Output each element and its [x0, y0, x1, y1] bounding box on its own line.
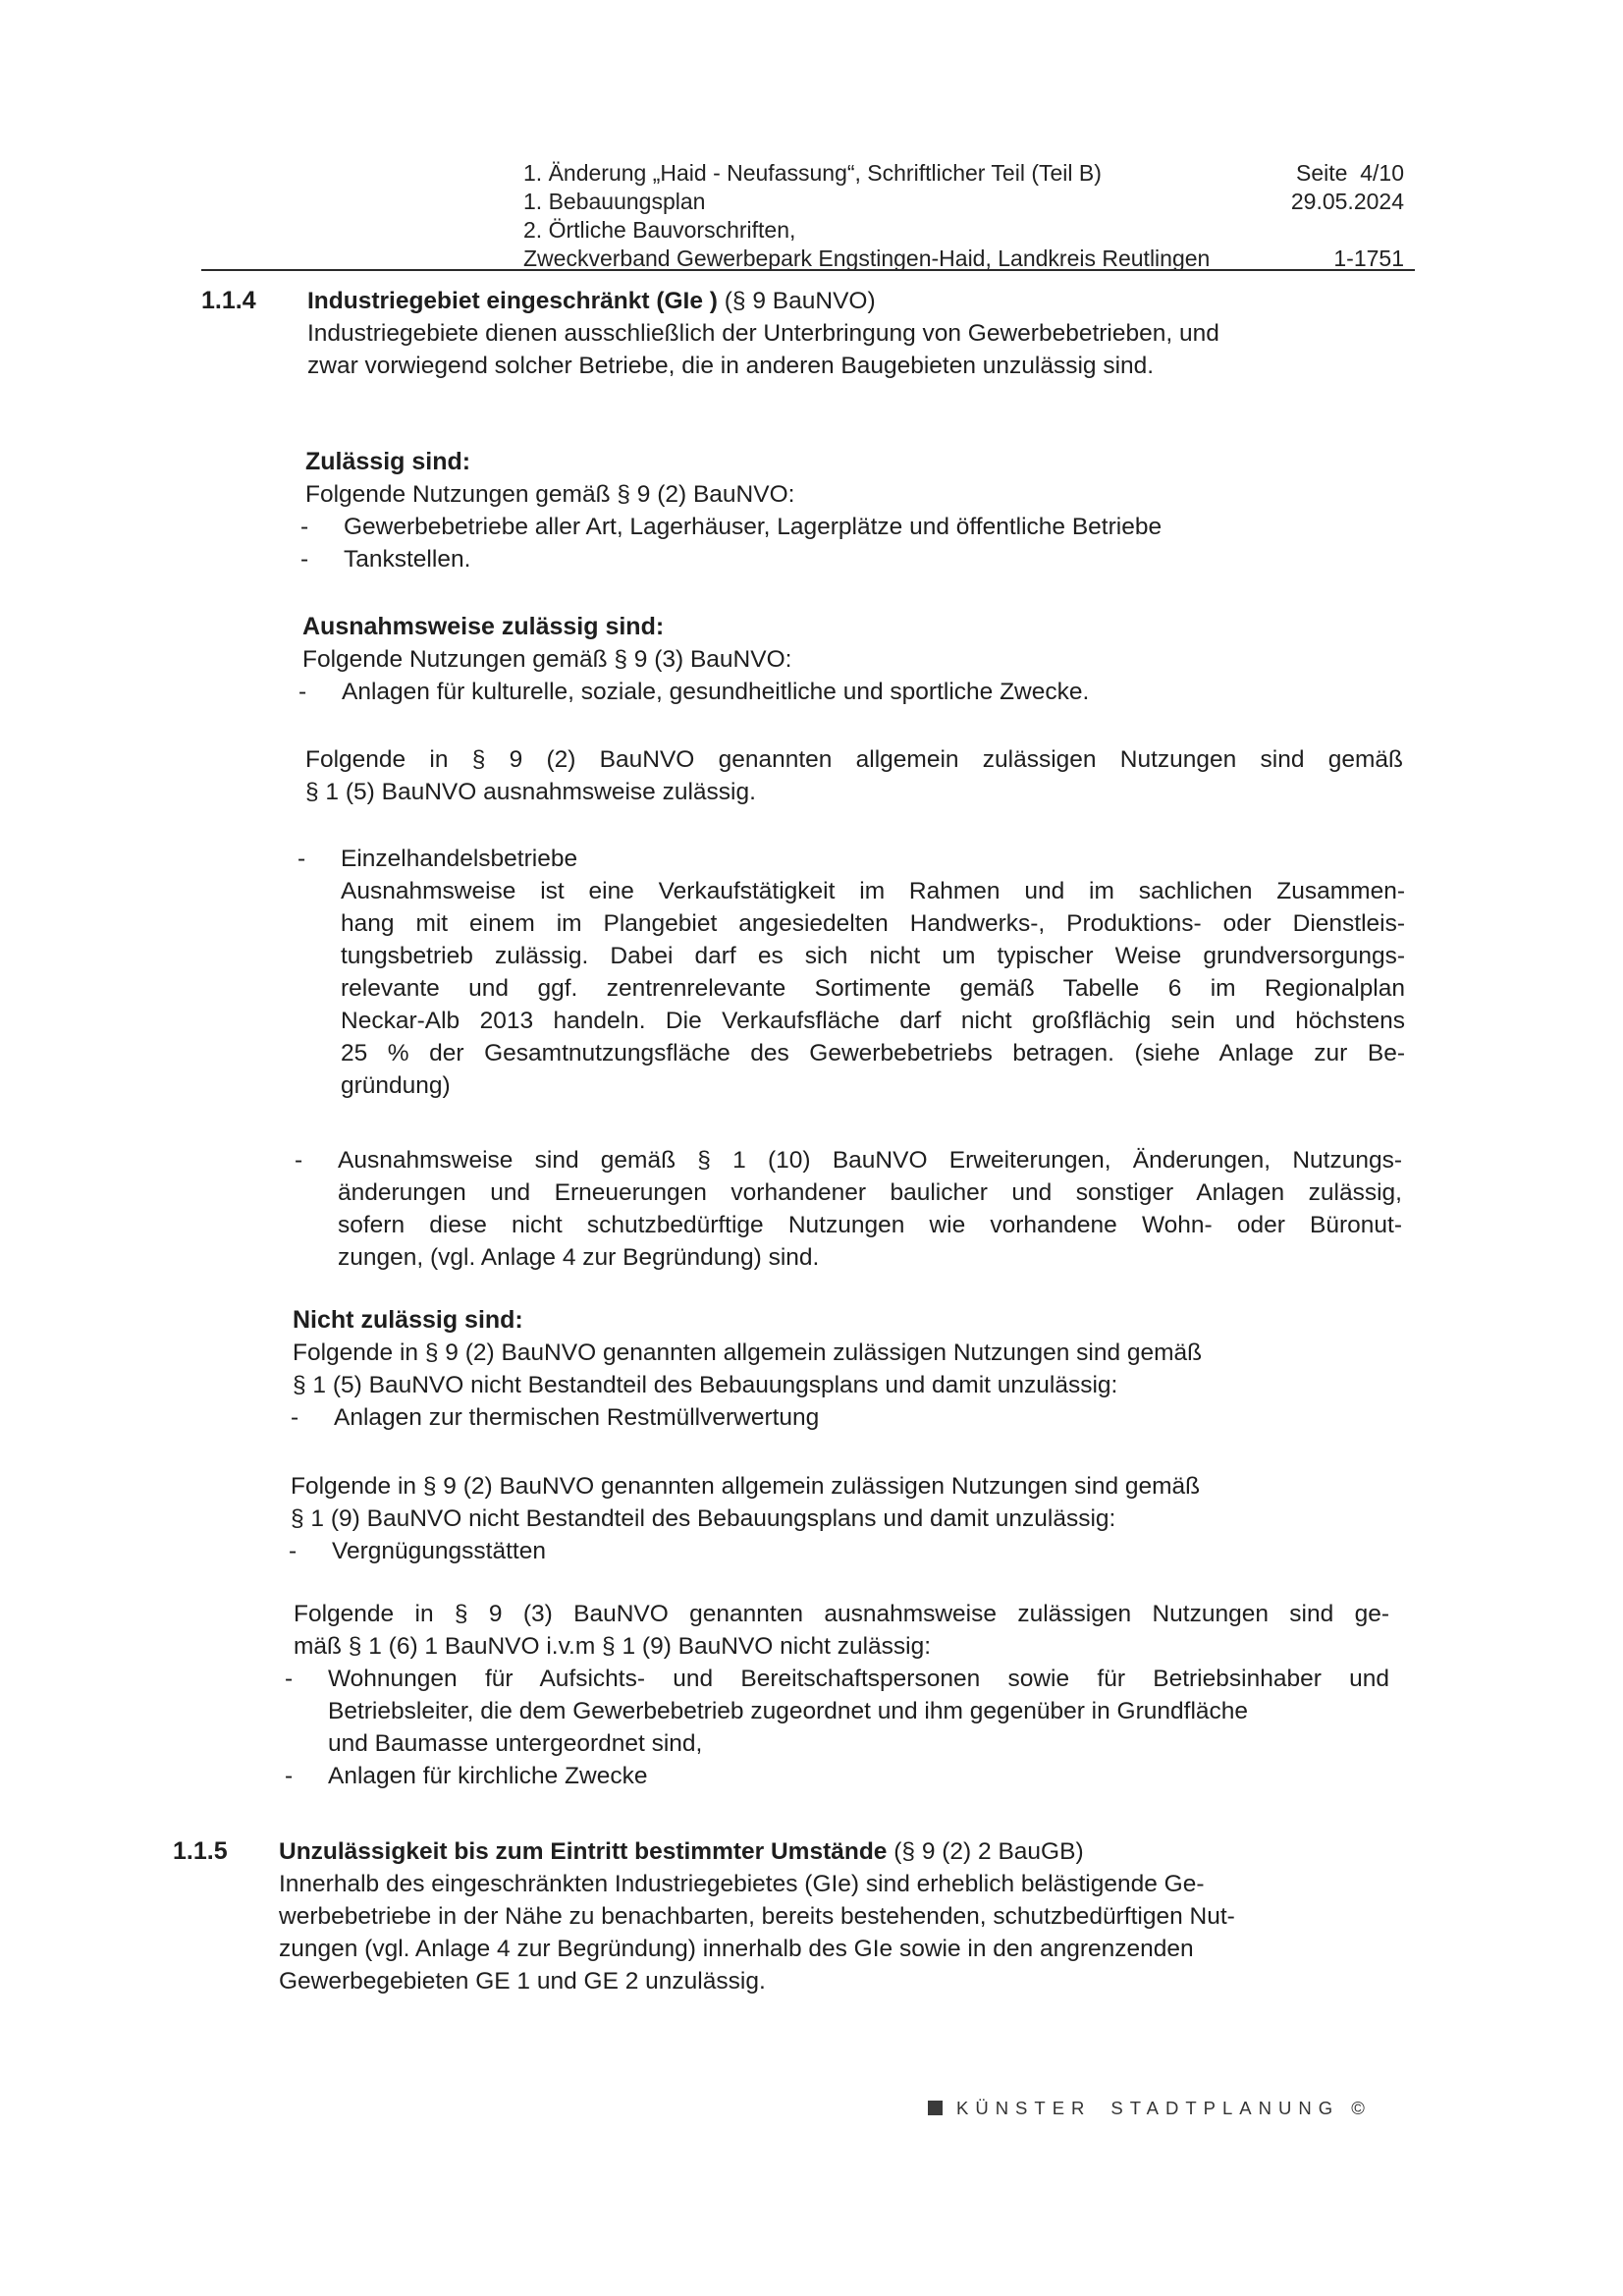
paragraph-line: gründung)	[341, 1072, 451, 1099]
section-legal-ref: (§ 9 BauNVO)	[717, 288, 876, 314]
paragraph-line: Ausnahmsweise sind gemäß § 1 (10) BauNVO Erweiterungen, Änderungen, Nutzungs-	[338, 1147, 1402, 1174]
list-item-text: Anlagen für kulturelle, soziale, gesundheitliche und sportliche Zwecke.	[342, 679, 1090, 705]
paragraph-line: Folgende in § 9 (2) BauNVO genannten allgemein zulässigen Nutzungen sind gemäß	[291, 1473, 1201, 1500]
bullet-dash: -	[295, 1147, 303, 1174]
list-item	[285, 1760, 1389, 1792]
bullet-dash: -	[300, 514, 309, 540]
bullet-dash: -	[298, 846, 306, 872]
paragraph-line: Industriegebiete dienen ausschließlich der Unterbringung von Gewerbebetrieben, und	[307, 320, 1219, 347]
paragraph-line: Innerhalb des eingeschränkten Industriegebietes (GIe) sind erheblich belästigende Ge-	[279, 1871, 1205, 1897]
section-title: Industriegebiet eingeschränkt (GIe )	[307, 288, 718, 314]
section-heading	[279, 1835, 1388, 1868]
header-divider	[201, 269, 1415, 271]
subheading-prohibited: Nicht zulässig sind:	[293, 1306, 523, 1334]
list-item	[289, 1535, 1400, 1567]
bullet-dash: -	[289, 1538, 298, 1564]
list-item-retail	[298, 843, 1405, 1102]
paragraph-line: 25 % der Gesamtnutzungsfläche des Gewerbebetriebs betragen. (siehe Anlage zur Be-	[341, 1040, 1405, 1066]
paragraph-line: Folgende in § 9 (3) BauNVO genannten ausnahmsweise zulässigen Nutzungen sind ge-	[294, 1601, 1389, 1627]
paragraph-line: Wohnungen für Aufsichts- und Bereitschaftspersonen sowie für Betriebsinhaber und	[328, 1666, 1389, 1692]
list-item	[298, 843, 1405, 1102]
section-title: Unzulässigkeit bis zum Eintritt bestimmter Umstände	[279, 1838, 888, 1865]
list-item-extensions	[295, 1144, 1402, 1274]
header-subtitle-line: 1. Bebauungsplan	[523, 189, 706, 214]
bullet-dash: -	[285, 1666, 294, 1692]
paragraph-line: Folgende in § 9 (2) BauNVO genannten allgemein zulässigen Nutzungen sind gemäß	[305, 746, 1403, 773]
list-item-text: Tankstellen.	[344, 546, 471, 573]
bullet-dash: -	[291, 1404, 299, 1431]
list-item-text: Vergnügungsstätten	[332, 1538, 546, 1564]
paragraph-line: zwar vorwiegend solcher Betriebe, die in anderen Baugebieten unzulässig sind.	[307, 353, 1155, 379]
paragraph-line: werbebetriebe in der Nähe zu benachbarten, bereits bestehenden, schutzbedürftigen Nut-	[279, 1903, 1235, 1930]
paragraph-line: zungen, (vgl. Anlage 4 zur Begründung) sind.	[338, 1244, 820, 1271]
section-legal-ref: (§ 9 (2) 2 BauGB)	[887, 1838, 1084, 1865]
exceptional-paragraph	[305, 743, 1403, 808]
list-item-text: Gewerbebetriebe aller Art, Lagerhäuser, Lagerplätze und öffentliche Betriebe	[344, 514, 1163, 540]
bullet-dash: -	[300, 546, 309, 573]
list-item	[300, 511, 1415, 543]
subheading-exceptional: Ausnahmsweise zulässig sind:	[302, 613, 665, 640]
paragraph-line: zungen (vgl. Anlage 4 zur Begründung) innerhalb des GIe sowie in den angrenzenden	[279, 1936, 1194, 1962]
list-item-text: Anlagen für kirchliche Zwecke	[328, 1763, 648, 1789]
paragraph-line: Betriebsleiter, die dem Gewerbebetrieb zugeordnet und ihm gegenüber in Grundfläche	[328, 1698, 1249, 1724]
brand-name-part1: KÜNSTER	[956, 2098, 1092, 2118]
list-item	[300, 543, 1415, 575]
paragraph-line: § 1 (5) BauNVO nicht Bestandteil des Bebauungsplans und damit unzulässig:	[293, 1372, 1118, 1398]
paragraph-line: und Baumasse untergeordnet sind,	[328, 1730, 703, 1757]
paragraph-line: Folgende in § 9 (2) BauNVO genannten allgemein zulässigen Nutzungen sind gemäß	[293, 1339, 1203, 1366]
footer-brand	[928, 2098, 1372, 2119]
section-114	[307, 285, 1417, 382]
bullet-dash: -	[298, 679, 307, 705]
paragraph-line: sofern diese nicht schutzbedürftige Nutzungen wie vorhandene Wohn- oder Büronut-	[338, 1212, 1402, 1238]
list-item	[285, 1663, 1389, 1760]
paragraph-line: § 1 (5) BauNVO ausnahmsweise zulässig.	[305, 779, 756, 805]
paragraph-line: § 1 (9) BauNVO nicht Bestandteil des Bebauungsplans und damit unzulässig:	[291, 1505, 1116, 1532]
prohibited-block-3	[285, 1598, 1389, 1792]
header-subtitle-line: 2. Örtliche Bauvorschriften,	[523, 217, 796, 243]
paragraph-line: änderungen und Erneuerungen vorhandener baulicher und sonstiger Anlagen zulässig,	[338, 1179, 1402, 1206]
document-header	[523, 159, 1289, 273]
list-item	[298, 676, 1412, 708]
header-title-line: 1. Änderung „Haid - Neufassung“, Schriftlicher Teil (Teil B)	[523, 160, 1102, 186]
section-number: 1.1.5	[173, 1837, 228, 1865]
paragraph-line: Neckar-Alb 2013 handeln. Die Verkaufsfläche darf nicht großflächig sein und höchstens	[341, 1008, 1405, 1034]
section-number: 1.1.4	[201, 287, 256, 314]
paragraph-line: Folgende Nutzungen gemäß § 9 (3) BauNVO:	[302, 646, 792, 673]
list-item	[295, 1144, 1402, 1274]
document-date: 29.05.2024	[1290, 189, 1404, 214]
list-item-title: Einzelhandelsbetriebe	[341, 846, 578, 872]
permitted-uses	[300, 446, 1415, 575]
page-number: Seite 4/10	[1296, 160, 1404, 186]
paragraph-line: Gewerbegebieten GE 1 und GE 2 unzulässig.	[279, 1968, 766, 1995]
paragraph-line: Folgende Nutzungen gemäß § 9 (2) BauNVO:	[305, 481, 795, 508]
project-number: 1-1751	[1333, 246, 1404, 271]
paragraph-line: tungsbetrieb zulässig. Dabei darf es sich nicht um typischer Weise grundversorgungs-	[341, 943, 1405, 969]
header-client-line: Zweckverband Gewerbepark Engstingen-Haid, Landkreis Reutlingen	[523, 246, 1211, 271]
square-icon	[928, 2101, 943, 2115]
list-item	[291, 1401, 1402, 1434]
header-meta	[1257, 159, 1404, 216]
bullet-dash: -	[285, 1763, 294, 1789]
subheading-permitted: Zulässig sind:	[305, 448, 471, 475]
prohibited-uses	[293, 1304, 1402, 1434]
section-115	[279, 1835, 1388, 1997]
brand-name-part2: STADTPLANUNG ©	[1110, 2098, 1372, 2118]
paragraph-line: relevante und ggf. zentrenrelevante Sortimente gemäß Tabelle 6 im Regionalplan	[341, 975, 1405, 1002]
paragraph-line: mäß § 1 (6) 1 BauNVO i.v.m § 1 (9) BauNVO nicht zulässig:	[294, 1633, 932, 1660]
paragraph-line: Ausnahmsweise ist eine Verkaufstätigkeit im Rahmen und im sachlichen Zusammen-	[341, 878, 1405, 904]
paragraph-line: hang mit einem im Plangebiet angesiedelten Handwerks-, Produktions- oder Dienstleis-	[341, 910, 1405, 937]
section-heading	[307, 285, 1417, 317]
exceptional-uses	[298, 611, 1412, 708]
list-item-text: Anlagen zur thermischen Restmüllverwertung	[334, 1404, 820, 1431]
prohibited-block-2	[291, 1470, 1400, 1567]
